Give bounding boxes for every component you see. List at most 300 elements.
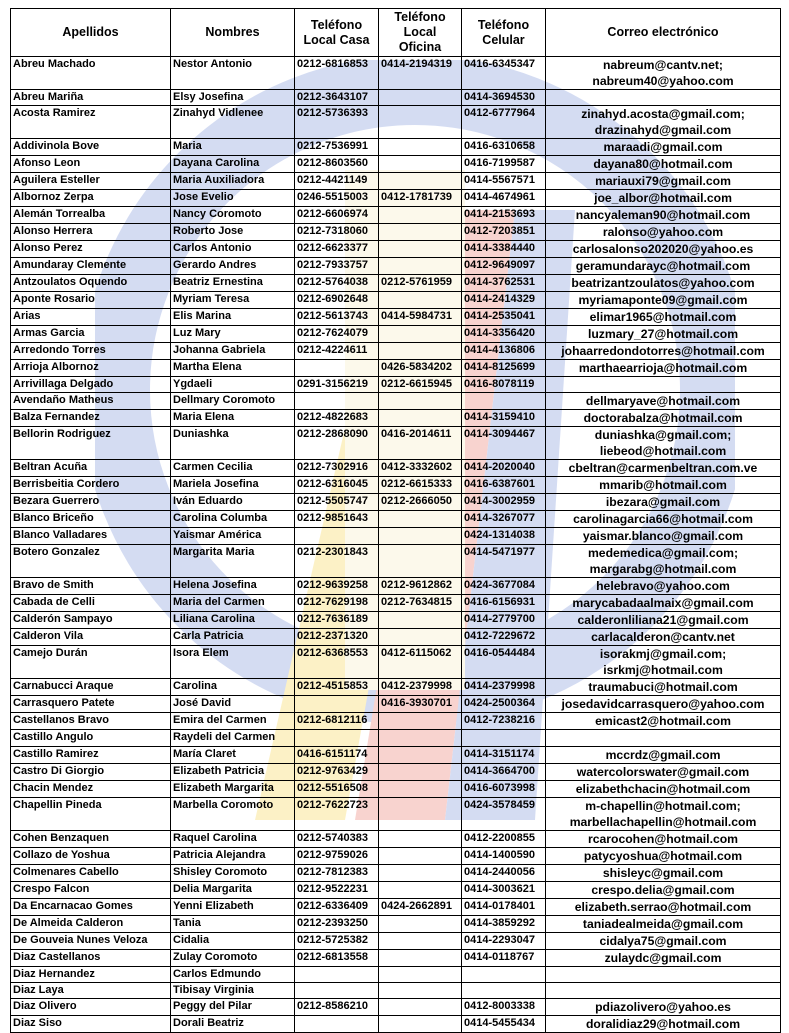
cell-telefono-oficina bbox=[379, 545, 462, 578]
email-link[interactable]: patycyoshua@hotmail.com bbox=[583, 848, 743, 863]
email-link[interactable]: ibezara@gmail.com bbox=[605, 495, 721, 510]
cell-telefono-casa: 0212-9759026 bbox=[295, 847, 379, 864]
table-row bbox=[11, 224, 781, 241]
email-link[interactable]: liebeod@hotmail.com bbox=[599, 444, 727, 459]
cell-telefono-celular: 0416-6345347 bbox=[462, 57, 546, 90]
cell-correo bbox=[546, 830, 781, 847]
cell-telefono-casa: 0212-7933757 bbox=[295, 258, 379, 275]
cell-nombres: Maria Elena bbox=[171, 410, 295, 427]
email-link[interactable]: zinahyd.acosta@gmail.com; bbox=[581, 107, 745, 122]
cell-nombres: Carolina bbox=[171, 679, 295, 696]
cell-telefono-celular: 0424-2500364 bbox=[462, 696, 546, 713]
cell-apellidos: Castro Di Giorgio bbox=[11, 763, 171, 780]
table-row bbox=[11, 360, 781, 377]
cell-nombres: Liliana Carolina bbox=[171, 612, 295, 629]
cell-correo bbox=[546, 881, 781, 898]
table-row bbox=[11, 90, 781, 106]
email-link[interactable]: elizabethchacin@hotmail.com bbox=[575, 781, 751, 796]
header-telefono-casa: Teléfono Local Casa bbox=[295, 9, 379, 57]
table-row bbox=[11, 915, 781, 932]
cell-telefono-oficina bbox=[379, 629, 462, 646]
cell-correo bbox=[546, 207, 781, 224]
email-link[interactable]: maraadi@gmail.com bbox=[603, 140, 723, 155]
email-link[interactable]: dellmaryave@hotmail.com bbox=[585, 394, 741, 409]
cell-telefono-oficina bbox=[379, 746, 462, 763]
cell-apellidos: De Almeida Calderon bbox=[11, 915, 171, 932]
cell-telefono-casa: 0212-4421149 bbox=[295, 173, 379, 190]
cell-telefono-casa: 0212-6623377 bbox=[295, 241, 379, 258]
cell-telefono-celular: 0416-6073998 bbox=[462, 780, 546, 797]
cell-telefono-oficina: 0212-7634815 bbox=[379, 595, 462, 612]
cell-telefono-casa: 0212-7622723 bbox=[295, 797, 379, 830]
cell-telefono-casa: 0212-6812116 bbox=[295, 713, 379, 730]
table-row bbox=[11, 830, 781, 847]
cell-apellidos: Abreu Mariña bbox=[11, 90, 171, 106]
table-row bbox=[11, 494, 781, 511]
cell-telefono-casa: 0212-6336409 bbox=[295, 898, 379, 915]
email-link[interactable]: taniadealmeida@gmail.com bbox=[582, 916, 744, 931]
cell-telefono-celular: 0414-2779700 bbox=[462, 612, 546, 629]
cell-nombres: María Claret bbox=[171, 746, 295, 763]
directory-table bbox=[10, 8, 781, 1033]
cell-telefono-oficina bbox=[379, 1015, 462, 1032]
table-row bbox=[11, 932, 781, 949]
cell-correo bbox=[546, 173, 781, 190]
email-link[interactable]: mccrdz@gmail.com bbox=[605, 747, 721, 762]
cell-apellidos: Addivinola Bove bbox=[11, 139, 171, 156]
cell-nombres: Shisley Coromoto bbox=[171, 864, 295, 881]
cell-telefono-celular: 0412-9649097 bbox=[462, 258, 546, 275]
email-link[interactable]: mmarib@hotmail.com bbox=[599, 478, 727, 493]
email-link[interactable]: calderonliliana21@gmail.com bbox=[577, 613, 749, 628]
cell-nombres: Raquel Carolina bbox=[171, 830, 295, 847]
cell-apellidos: De Gouveia Nunes Veloza bbox=[11, 932, 171, 949]
cell-apellidos: Diaz Olivero bbox=[11, 998, 171, 1015]
table-row bbox=[11, 377, 781, 393]
email-link[interactable]: myriamaponte09@gmail.com bbox=[578, 293, 748, 308]
table-row bbox=[11, 207, 781, 224]
cell-correo bbox=[546, 326, 781, 343]
cell-telefono-celular: 0424-1314038 bbox=[462, 528, 546, 545]
cell-telefono-casa: 0291-3156219 bbox=[295, 377, 379, 393]
cell-nombres: Iván Eduardo bbox=[171, 494, 295, 511]
cell-correo bbox=[546, 864, 781, 881]
cell-apellidos: Bellorin Rodriguez bbox=[11, 427, 171, 460]
cell-apellidos: Bravo de Smith bbox=[11, 578, 171, 595]
cell-telefono-celular: 0416-7199587 bbox=[462, 156, 546, 173]
email-link[interactable]: johaarredondotorres@hotmail.com bbox=[561, 344, 765, 359]
email-link[interactable]: beatrizantzoulatos@yahoo.com bbox=[571, 276, 755, 291]
table-row bbox=[11, 949, 781, 966]
cell-telefono-celular: 0414-3151174 bbox=[462, 746, 546, 763]
cell-apellidos: Calderon Vila bbox=[11, 629, 171, 646]
cell-correo bbox=[546, 966, 781, 982]
table-row bbox=[11, 713, 781, 730]
cell-nombres: Elizabeth Patricia bbox=[171, 763, 295, 780]
cell-telefono-oficina bbox=[379, 343, 462, 360]
cell-apellidos: Crespo Falcon bbox=[11, 881, 171, 898]
email-link[interactable]: nabreum@cantv.net; bbox=[602, 58, 723, 72]
table-row bbox=[11, 528, 781, 545]
cell-nombres: Mariela Josefina bbox=[171, 477, 295, 494]
email-link[interactable]: joe_albor@hotmail.com bbox=[594, 191, 732, 206]
cell-telefono-casa: 0212-7636189 bbox=[295, 612, 379, 629]
cell-telefono-casa: 0212-9639258 bbox=[295, 578, 379, 595]
email-link[interactable]: yaismar.blanco@gmail.com bbox=[582, 529, 744, 544]
cell-correo bbox=[546, 224, 781, 241]
cell-apellidos: Afonso Leon bbox=[11, 156, 171, 173]
cell-nombres: Johanna Gabriela bbox=[171, 343, 295, 360]
email-link[interactable]: margarabg@hotmail.com bbox=[589, 562, 737, 577]
cell-telefono-oficina bbox=[379, 241, 462, 258]
cell-telefono-casa: 0212-4822683 bbox=[295, 410, 379, 427]
cell-apellidos: Da Encarnacao Gomes bbox=[11, 898, 171, 915]
table-row bbox=[11, 309, 781, 326]
cell-nombres: Maria bbox=[171, 139, 295, 156]
email-link[interactable]: cbeltran@carmenbeltran.com.ve bbox=[568, 461, 758, 476]
cell-nombres: Carmen Cecilia bbox=[171, 460, 295, 477]
email-link[interactable]: nancyaleman90@hotmail.com bbox=[575, 208, 751, 223]
email-link[interactable]: shisleyc@gmail.com bbox=[602, 865, 724, 880]
cell-telefono-celular: 0412-2200855 bbox=[462, 830, 546, 847]
email-link[interactable]: marthaearrioja@hotmail.com bbox=[578, 361, 748, 376]
cell-nombres: Zinahyd Vidlenee bbox=[171, 106, 295, 139]
cell-correo bbox=[546, 90, 781, 106]
cell-correo bbox=[546, 780, 781, 797]
cell-telefono-celular: 0416-0544484 bbox=[462, 646, 546, 679]
cell-telefono-casa: 0212-2371320 bbox=[295, 629, 379, 646]
table-row bbox=[11, 1015, 781, 1032]
cell-telefono-celular: 0414-3003621 bbox=[462, 881, 546, 898]
email-link[interactable]: carolinagarcia66@hotmail.com bbox=[573, 512, 753, 527]
cell-telefono-celular: 0414-2020040 bbox=[462, 460, 546, 477]
cell-telefono-oficina: 0212-9612862 bbox=[379, 578, 462, 595]
cell-telefono-oficina: 0212-6615333 bbox=[379, 477, 462, 494]
cell-telefono-oficina bbox=[379, 173, 462, 190]
cell-telefono-oficina: 0212-5761959 bbox=[379, 275, 462, 292]
table-row bbox=[11, 139, 781, 156]
cell-telefono-casa: 0212-7629198 bbox=[295, 595, 379, 612]
email-link[interactable]: mariauxi79@gmail.com bbox=[595, 174, 731, 189]
cell-nombres: Elizabeth Margarita bbox=[171, 780, 295, 797]
email-link[interactable]: geramundarayc@hotmail.com bbox=[575, 259, 751, 274]
cell-apellidos: Carnabucci Araque bbox=[11, 679, 171, 696]
cell-correo bbox=[546, 847, 781, 864]
cell-telefono-casa: 0212-9522231 bbox=[295, 881, 379, 898]
cell-apellidos: Aguilera Esteller bbox=[11, 173, 171, 190]
cell-nombres: Dorali Beatriz bbox=[171, 1015, 295, 1032]
cell-correo bbox=[546, 713, 781, 730]
cell-apellidos: Arredondo Torres bbox=[11, 343, 171, 360]
cell-correo bbox=[546, 1015, 781, 1032]
cell-telefono-celular: 0412-8003338 bbox=[462, 998, 546, 1015]
cell-nombres: Myriam Teresa bbox=[171, 292, 295, 309]
cell-apellidos: Cohen Benzaquen bbox=[11, 830, 171, 847]
cell-apellidos: Carrasquero Patete bbox=[11, 696, 171, 713]
cell-telefono-oficina bbox=[379, 797, 462, 830]
cell-telefono-celular: 0414-5455434 bbox=[462, 1015, 546, 1032]
cell-telefono-celular: 0412-6777964 bbox=[462, 106, 546, 139]
cell-correo bbox=[546, 309, 781, 326]
cell-telefono-celular: 0424-3677084 bbox=[462, 578, 546, 595]
cell-correo bbox=[546, 393, 781, 410]
table-row bbox=[11, 966, 781, 982]
table-row bbox=[11, 410, 781, 427]
cell-apellidos: Albornoz Zerpa bbox=[11, 190, 171, 207]
cell-telefono-casa: 0212-8586210 bbox=[295, 998, 379, 1015]
cell-telefono-oficina bbox=[379, 780, 462, 797]
cell-apellidos: Camejo Durán bbox=[11, 646, 171, 679]
table-row bbox=[11, 847, 781, 864]
cell-telefono-oficina bbox=[379, 106, 462, 139]
email-link[interactable]: carlosalonso202020@yahoo.es bbox=[572, 242, 754, 257]
cell-telefono-celular: 0414-0118767 bbox=[462, 949, 546, 966]
cell-telefono-oficina: 0212-6615945 bbox=[379, 377, 462, 393]
cell-telefono-oficina bbox=[379, 966, 462, 982]
cell-telefono-oficina bbox=[379, 292, 462, 309]
cell-telefono-celular: 0414-4136806 bbox=[462, 343, 546, 360]
header-telefono-oficina: Teléfono Local Oficina bbox=[379, 9, 462, 57]
cell-telefono-celular: 0414-2293047 bbox=[462, 932, 546, 949]
email-link[interactable]: dayana80@hotmail.com bbox=[593, 157, 733, 172]
header-row bbox=[11, 9, 781, 57]
cell-telefono-casa: 0212-2868090 bbox=[295, 427, 379, 460]
email-link[interactable]: pdiazolivero@yahoo.es bbox=[595, 999, 731, 1014]
cell-telefono-oficina bbox=[379, 763, 462, 780]
cell-telefono-celular bbox=[462, 393, 546, 410]
cell-telefono-casa: 0212-6813558 bbox=[295, 949, 379, 966]
cell-nombres: Margarita Maria bbox=[171, 545, 295, 578]
cell-telefono-oficina bbox=[379, 830, 462, 847]
email-link[interactable]: traumabuci@hotmail.com bbox=[588, 680, 738, 695]
email-link[interactable]: josedavidcarrasquero@yahoo.com bbox=[561, 697, 765, 712]
cell-telefono-oficina bbox=[379, 528, 462, 545]
email-link[interactable]: marycabadaalmaix@gmail.com bbox=[572, 596, 754, 611]
email-link[interactable]: duniashka@gmail.com; bbox=[594, 428, 732, 443]
cell-apellidos: Castillo Ramirez bbox=[11, 746, 171, 763]
cell-apellidos: Acosta Ramirez bbox=[11, 106, 171, 139]
email-link[interactable]: watercolorswater@gmail.com bbox=[576, 764, 750, 779]
cell-nombres: Duniashka bbox=[171, 427, 295, 460]
cell-telefono-celular: 0414-5471977 bbox=[462, 545, 546, 578]
cell-telefono-casa: 0212-4515853 bbox=[295, 679, 379, 696]
cell-telefono-oficina bbox=[379, 932, 462, 949]
table-row bbox=[11, 545, 781, 578]
cell-telefono-celular: 0416-6156931 bbox=[462, 595, 546, 612]
cell-apellidos: Diaz Siso bbox=[11, 1015, 171, 1032]
cell-apellidos: Castillo Angulo bbox=[11, 730, 171, 746]
cell-apellidos: Berrisbeitia Cordero bbox=[11, 477, 171, 494]
cell-telefono-celular: 0414-4674961 bbox=[462, 190, 546, 207]
cell-telefono-oficina: 0412-3332602 bbox=[379, 460, 462, 477]
cell-apellidos: Blanco Briceño bbox=[11, 511, 171, 528]
cell-apellidos: Alonso Herrera bbox=[11, 224, 171, 241]
cell-apellidos: Calderón Sampayo bbox=[11, 612, 171, 629]
cell-correo bbox=[546, 241, 781, 258]
cell-telefono-casa: 0212-3643107 bbox=[295, 90, 379, 106]
cell-correo bbox=[546, 898, 781, 915]
cell-telefono-oficina bbox=[379, 258, 462, 275]
table-row bbox=[11, 696, 781, 713]
cell-telefono-casa: 0212-5613743 bbox=[295, 309, 379, 326]
cell-apellidos: Balza Fernandez bbox=[11, 410, 171, 427]
table-row bbox=[11, 578, 781, 595]
cell-telefono-oficina bbox=[379, 139, 462, 156]
cell-telefono-casa: 0212-8603560 bbox=[295, 156, 379, 173]
cell-telefono-celular: 0414-3267077 bbox=[462, 511, 546, 528]
cell-nombres: Nancy Coromoto bbox=[171, 207, 295, 224]
email-link[interactable]: crespo.delia@gmail.com bbox=[591, 882, 735, 897]
cell-nombres: Dayana Carolina bbox=[171, 156, 295, 173]
email-link[interactable]: medemedica@gmail.com; bbox=[587, 546, 739, 561]
cell-nombres: José David bbox=[171, 696, 295, 713]
email-link[interactable]: doralidiaz29@hotmail.com bbox=[585, 1016, 741, 1031]
cell-correo bbox=[546, 932, 781, 949]
cell-telefono-oficina bbox=[379, 949, 462, 966]
cell-correo bbox=[546, 494, 781, 511]
cell-apellidos: Colmenares Cabello bbox=[11, 864, 171, 881]
cell-nombres: Zulay Coromoto bbox=[171, 949, 295, 966]
header-correo: Correo electrónico bbox=[546, 9, 781, 57]
cell-apellidos: Avendaño Matheus bbox=[11, 393, 171, 410]
table-row bbox=[11, 106, 781, 139]
email-link[interactable]: isorakmj@gmail.com; bbox=[599, 647, 727, 662]
cell-correo bbox=[546, 763, 781, 780]
email-link[interactable]: marbellachapellin@hotmail.com bbox=[569, 814, 757, 829]
email-link[interactable]: cidalya75@gmail.com bbox=[599, 933, 727, 948]
cell-apellidos: Amundaray Clemente bbox=[11, 258, 171, 275]
cell-telefono-celular bbox=[462, 982, 546, 998]
cell-telefono-casa: 0212-6902648 bbox=[295, 292, 379, 309]
cell-telefono-celular: 0416-8078119 bbox=[462, 377, 546, 393]
table-row bbox=[11, 393, 781, 410]
cell-telefono-casa: 0212-5725382 bbox=[295, 932, 379, 949]
cell-telefono-casa: 0212-2393250 bbox=[295, 915, 379, 932]
email-link[interactable]: drazinahyd@gmail.com bbox=[594, 123, 732, 138]
table-row bbox=[11, 629, 781, 646]
cell-nombres: Delia Margarita bbox=[171, 881, 295, 898]
cell-telefono-casa: 0212-6368553 bbox=[295, 646, 379, 679]
email-link[interactable]: ralonso@yahoo.com bbox=[602, 225, 724, 240]
cell-apellidos: Antzoulatos Oquendo bbox=[11, 275, 171, 292]
table-row bbox=[11, 427, 781, 460]
table-row bbox=[11, 998, 781, 1015]
email-link[interactable]: rcarocohen@hotmail.com bbox=[587, 831, 739, 846]
cell-apellidos: Collazo de Yoshua bbox=[11, 847, 171, 864]
cell-correo bbox=[546, 797, 781, 830]
cell-apellidos: Arrioja Albornoz bbox=[11, 360, 171, 377]
cell-telefono-casa: 0212-5764038 bbox=[295, 275, 379, 292]
table-row bbox=[11, 511, 781, 528]
cell-telefono-casa: 0212-7812383 bbox=[295, 864, 379, 881]
cell-nombres: Luz Mary bbox=[171, 326, 295, 343]
cell-apellidos: Arias bbox=[11, 309, 171, 326]
cell-telefono-celular: 0414-3159410 bbox=[462, 410, 546, 427]
cell-correo bbox=[546, 646, 781, 679]
cell-nombres: Carla Patricia bbox=[171, 629, 295, 646]
cell-correo bbox=[546, 528, 781, 545]
table-row bbox=[11, 763, 781, 780]
cell-telefono-celular: 0414-3859292 bbox=[462, 915, 546, 932]
cell-telefono-oficina bbox=[379, 90, 462, 106]
email-link[interactable]: zulaydc@gmail.com bbox=[604, 950, 722, 965]
email-link[interactable]: isrkmj@hotmail.com bbox=[603, 663, 723, 678]
cell-telefono-oficina bbox=[379, 207, 462, 224]
cell-telefono-oficina: 0412-6115062 bbox=[379, 646, 462, 679]
email-link[interactable]: m-chapellin@hotmail.com; bbox=[585, 798, 741, 813]
cell-correo bbox=[546, 460, 781, 477]
cell-telefono-celular: 0414-8125699 bbox=[462, 360, 546, 377]
table-row bbox=[11, 173, 781, 190]
cell-nombres: Nestor Antonio bbox=[171, 57, 295, 90]
cell-correo bbox=[546, 746, 781, 763]
cell-telefono-oficina bbox=[379, 982, 462, 998]
cell-telefono-celular: 0412-7229672 bbox=[462, 629, 546, 646]
cell-correo bbox=[546, 275, 781, 292]
cell-telefono-oficina bbox=[379, 730, 462, 746]
cell-telefono-casa: 0212-5736393 bbox=[295, 106, 379, 139]
header-nombres: Nombres bbox=[171, 9, 295, 57]
table-row bbox=[11, 477, 781, 494]
cell-telefono-casa bbox=[295, 966, 379, 982]
table-row bbox=[11, 612, 781, 629]
table-row bbox=[11, 258, 781, 275]
cell-nombres: Roberto Jose bbox=[171, 224, 295, 241]
cell-nombres: Ygdaeli bbox=[171, 377, 295, 393]
cell-nombres: Peggy del Pilar bbox=[171, 998, 295, 1015]
email-link[interactable]: carlacalderon@cantv.net bbox=[591, 630, 735, 645]
cell-nombres: Maria Auxiliadora bbox=[171, 173, 295, 190]
cell-telefono-oficina bbox=[379, 410, 462, 427]
email-link[interactable]: helebravo@yahoo.com bbox=[596, 579, 730, 594]
cell-telefono-oficina: 0416-3930701 bbox=[379, 696, 462, 713]
cell-telefono-casa: 0212-2301843 bbox=[295, 545, 379, 578]
cell-telefono-oficina: 0212-2666050 bbox=[379, 494, 462, 511]
email-link[interactable]: emicast2@hotmail.com bbox=[595, 714, 731, 729]
cell-nombres: Carlos Edmundo bbox=[171, 966, 295, 982]
table-row bbox=[11, 898, 781, 915]
cell-telefono-celular: 0416-6310658 bbox=[462, 139, 546, 156]
cell-apellidos: Chacin Mendez bbox=[11, 780, 171, 797]
cell-telefono-casa bbox=[295, 730, 379, 746]
cell-telefono-celular: 0416-6387601 bbox=[462, 477, 546, 494]
email-link[interactable]: luzmary_27@hotmail.com bbox=[587, 327, 739, 342]
cell-telefono-celular: 0412-7203851 bbox=[462, 224, 546, 241]
cell-telefono-celular: 0412-7238216 bbox=[462, 713, 546, 730]
cell-nombres: Beatriz Ernestina bbox=[171, 275, 295, 292]
email-link[interactable]: elimar1965@hotmail.com bbox=[589, 310, 737, 325]
cell-correo bbox=[546, 57, 781, 90]
cell-telefono-celular: 0424-3578459 bbox=[462, 797, 546, 830]
table-row bbox=[11, 326, 781, 343]
email-link[interactable]: nabreum40@yahoo.com bbox=[592, 74, 734, 88]
table-row bbox=[11, 343, 781, 360]
cell-telefono-celular: 0414-2379998 bbox=[462, 679, 546, 696]
email-link[interactable]: elizabeth.serrao@hotmail.com bbox=[574, 899, 752, 914]
cell-telefono-casa: 0212-7624079 bbox=[295, 326, 379, 343]
cell-telefono-celular: 0414-3094467 bbox=[462, 427, 546, 460]
cell-correo bbox=[546, 343, 781, 360]
cell-correo bbox=[546, 139, 781, 156]
cell-telefono-oficina bbox=[379, 881, 462, 898]
cell-telefono-casa: 0212-6316045 bbox=[295, 477, 379, 494]
table-row bbox=[11, 460, 781, 477]
table-row bbox=[11, 982, 781, 998]
cell-nombres: Tibisay Virginia bbox=[171, 982, 295, 998]
cell-telefono-oficina: 0426-5834202 bbox=[379, 360, 462, 377]
email-link[interactable]: doctorabalza@hotmail.com bbox=[583, 411, 743, 426]
cell-correo bbox=[546, 292, 781, 309]
